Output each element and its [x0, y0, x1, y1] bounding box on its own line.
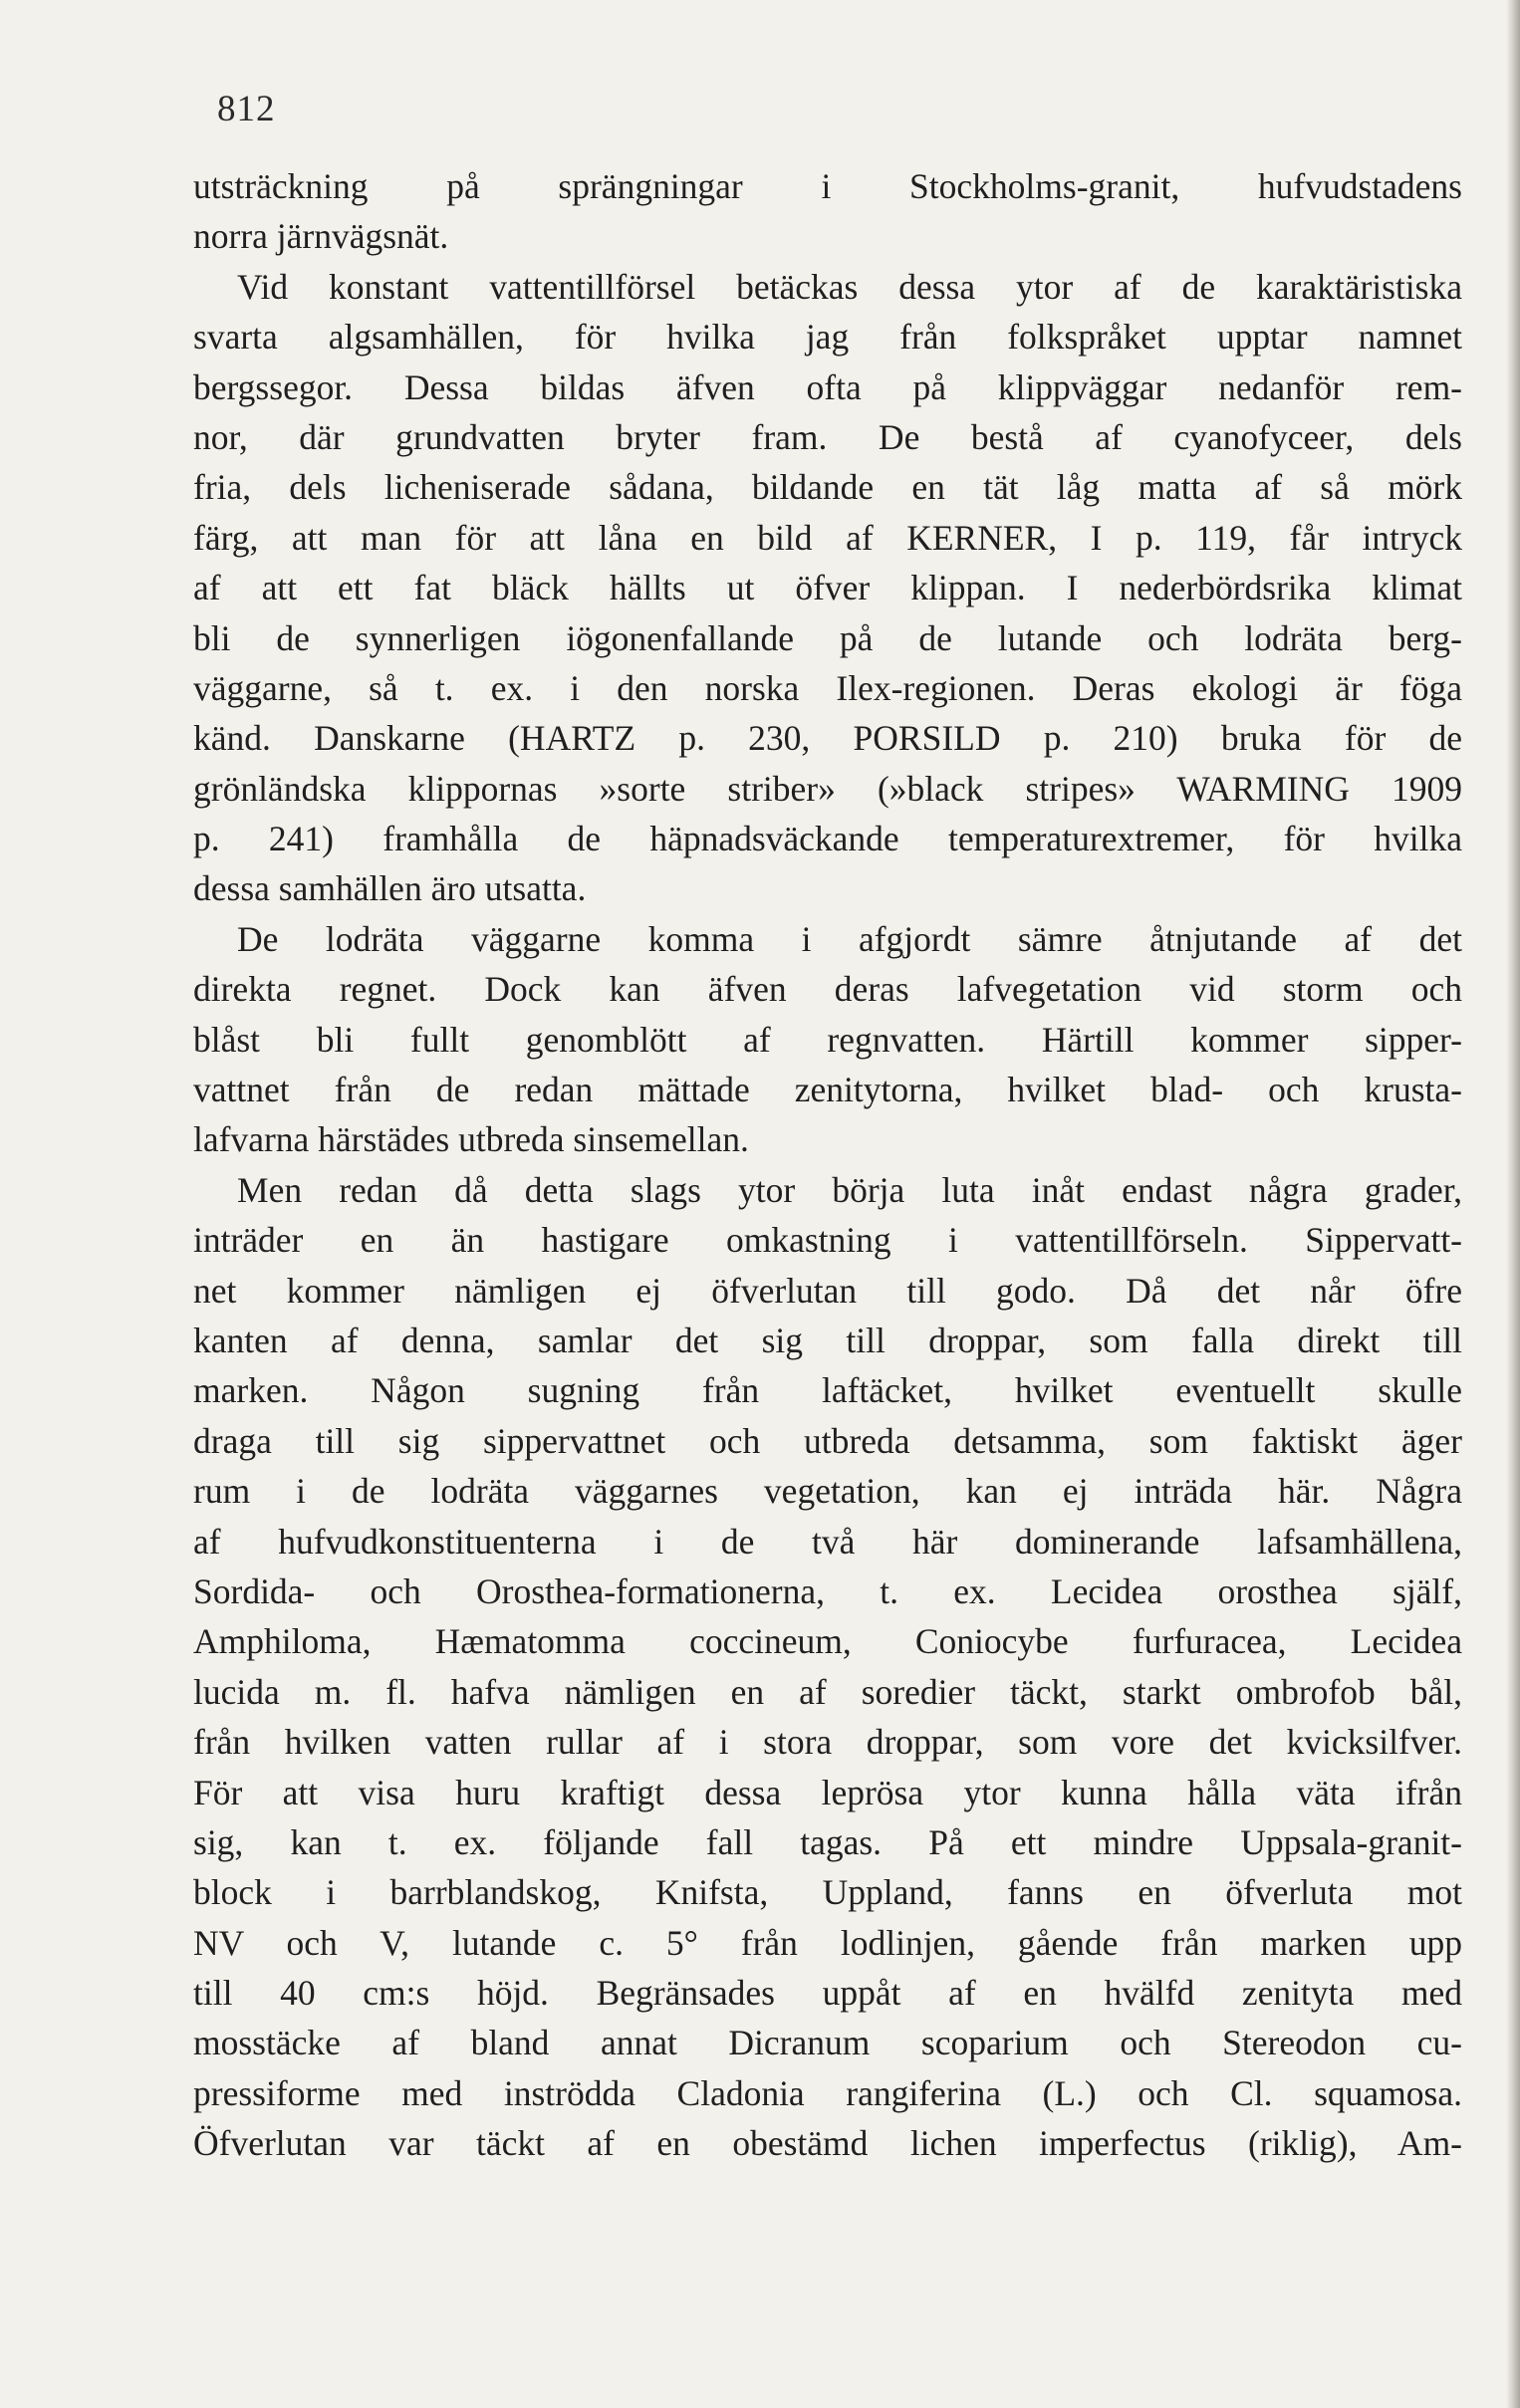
text-line: nor, där grundvatten bryter fram. De bestå af cyanofyceer, dels: [193, 416, 1462, 457]
text-line: bergssegor. Dessa bildas äfven ofta på klippväggar nedanför rem-: [193, 366, 1462, 407]
text-line: inträder en än hastigare omkastning i vattentillförseln. Sippervatt-: [193, 1220, 1462, 1261]
text-line: väggarne, så t. ex. i den norska Ilex-regionen. Deras ekologi är föga: [193, 667, 1462, 708]
text-line: utsträckning på sprängningar i Stockholms-granit, hufvudstadens: [193, 166, 1462, 206]
text-line: svarta algsamhällen, för hvilka jag från folkspråket upptar namnet: [193, 317, 1462, 358]
text-line: fria, dels licheniserade sådana, bildande en tät låg matta af så mörk: [193, 467, 1462, 508]
text-line: draga till sig sippervattnet och utbreda detsamma, som faktiskt äger: [193, 1420, 1462, 1461]
text-line: af att ett fat bläck hällts ut öfver klippan. I nederbördsrika klimat: [193, 568, 1462, 608]
text-line: Vid konstant vattentillförsel betäckas dessa ytor af de karaktäristiska: [237, 266, 1462, 307]
text-line: net kommer nämligen ej öfverlutan till godo. Då det når öfre: [193, 1270, 1462, 1311]
text-line: från hvilken vatten rullar af i stora droppar, som vore det kvicksilfver.: [193, 1722, 1462, 1763]
page-number: 812: [217, 89, 276, 129]
text-line: blåst bli fullt genomblött af regnvatten. Härtill kommer sipper-: [193, 1019, 1462, 1060]
text-line: grönländska klippornas »sorte striber» (»black stripes» WARMING 1909: [193, 768, 1462, 809]
text-line: färg, att man för att låna en bild af KERNER, I p. 119, får intryck: [193, 517, 1462, 558]
text-line: Men redan då detta slags ytor börja luta inåt endast några grader,: [237, 1169, 1462, 1210]
text-line: Öfverlutan var täckt af en obestämd lichen imperfectus (riklig), Am-: [193, 2123, 1462, 2164]
text-line: lucida m. fl. hafva nämligen en af soredier täckt, starkt ombrofob bål,: [193, 1671, 1462, 1712]
text-line: marken. Någon sugning från laftäcket, hvilket eventuellt skulle: [193, 1370, 1462, 1411]
text-line: sig, kan t. ex. följande fall tagas. På ett mindre Uppsala-granit-: [193, 1821, 1462, 1862]
text-line: block i barrblandskog, Knifsta, Uppland, fanns en öfverluta mot: [193, 1872, 1462, 1913]
page-edge: [1506, 0, 1520, 2408]
text-line: kanten af denna, samlar det sig till droppar, som falla direkt till: [193, 1320, 1462, 1360]
text-line: till 40 cm:s höjd. Begränsades uppåt af en hvälfd zenityta med: [193, 1973, 1462, 2014]
text-line: NV och V, lutande c. 5° från lodlinjen, gående från marken upp: [193, 1922, 1462, 1963]
text-line: För att visa huru kraftigt dessa leprösa ytor kunna hålla väta ifrån: [193, 1772, 1462, 1812]
text-line: rum i de lodräta väggarnes vegetation, kan ej inträda här. Några: [193, 1471, 1462, 1512]
text-line: lafvarna härstädes utbreda sinsemellan.: [193, 1119, 749, 1160]
text-line: vattnet från de redan mättade zenitytorna, hvilket blad- och krusta-: [193, 1070, 1462, 1110]
text-line: af hufvudkonstituenterna i de två här dominerande lafsamhällena,: [193, 1521, 1462, 1562]
text-line: pressiforme med inströdda Cladonia rangiferina (L.) och Cl. squamosa.: [193, 2072, 1462, 2113]
text-line: norra järnvägsnät.: [193, 216, 449, 257]
text-line: Sordida- och Orosthea-formationerna, t. ex. Lecidea orosthea själf,: [193, 1570, 1462, 1611]
text-line: mosstäcke af bland annat Dicranum scoparium och Stereodon cu-: [193, 2023, 1462, 2063]
text-line: p. 241) framhålla de häpnadsväckande temperaturextremer, för hvilka: [193, 819, 1462, 859]
text-line: dessa samhällen äro utsatta.: [193, 868, 587, 909]
text-line: bli de synnerligen iögonenfallande på de lutande och lodräta berg-: [193, 617, 1462, 658]
text-line: direkta regnet. Dock kan äfven deras lafvegetation vid storm och: [193, 969, 1462, 1010]
body-text: [193, 161, 1462, 2169]
text-line: De lodräta väggarne komma i afgjordt sämre åtnjutande af det: [237, 918, 1462, 959]
text-line: känd. Danskarne (HARTZ p. 230, PORSILD p. 210) bruka för de: [193, 718, 1462, 759]
text-line: Amphiloma, Hæmatomma coccineum, Coniocybe furfuracea, Lecidea: [193, 1621, 1462, 1662]
